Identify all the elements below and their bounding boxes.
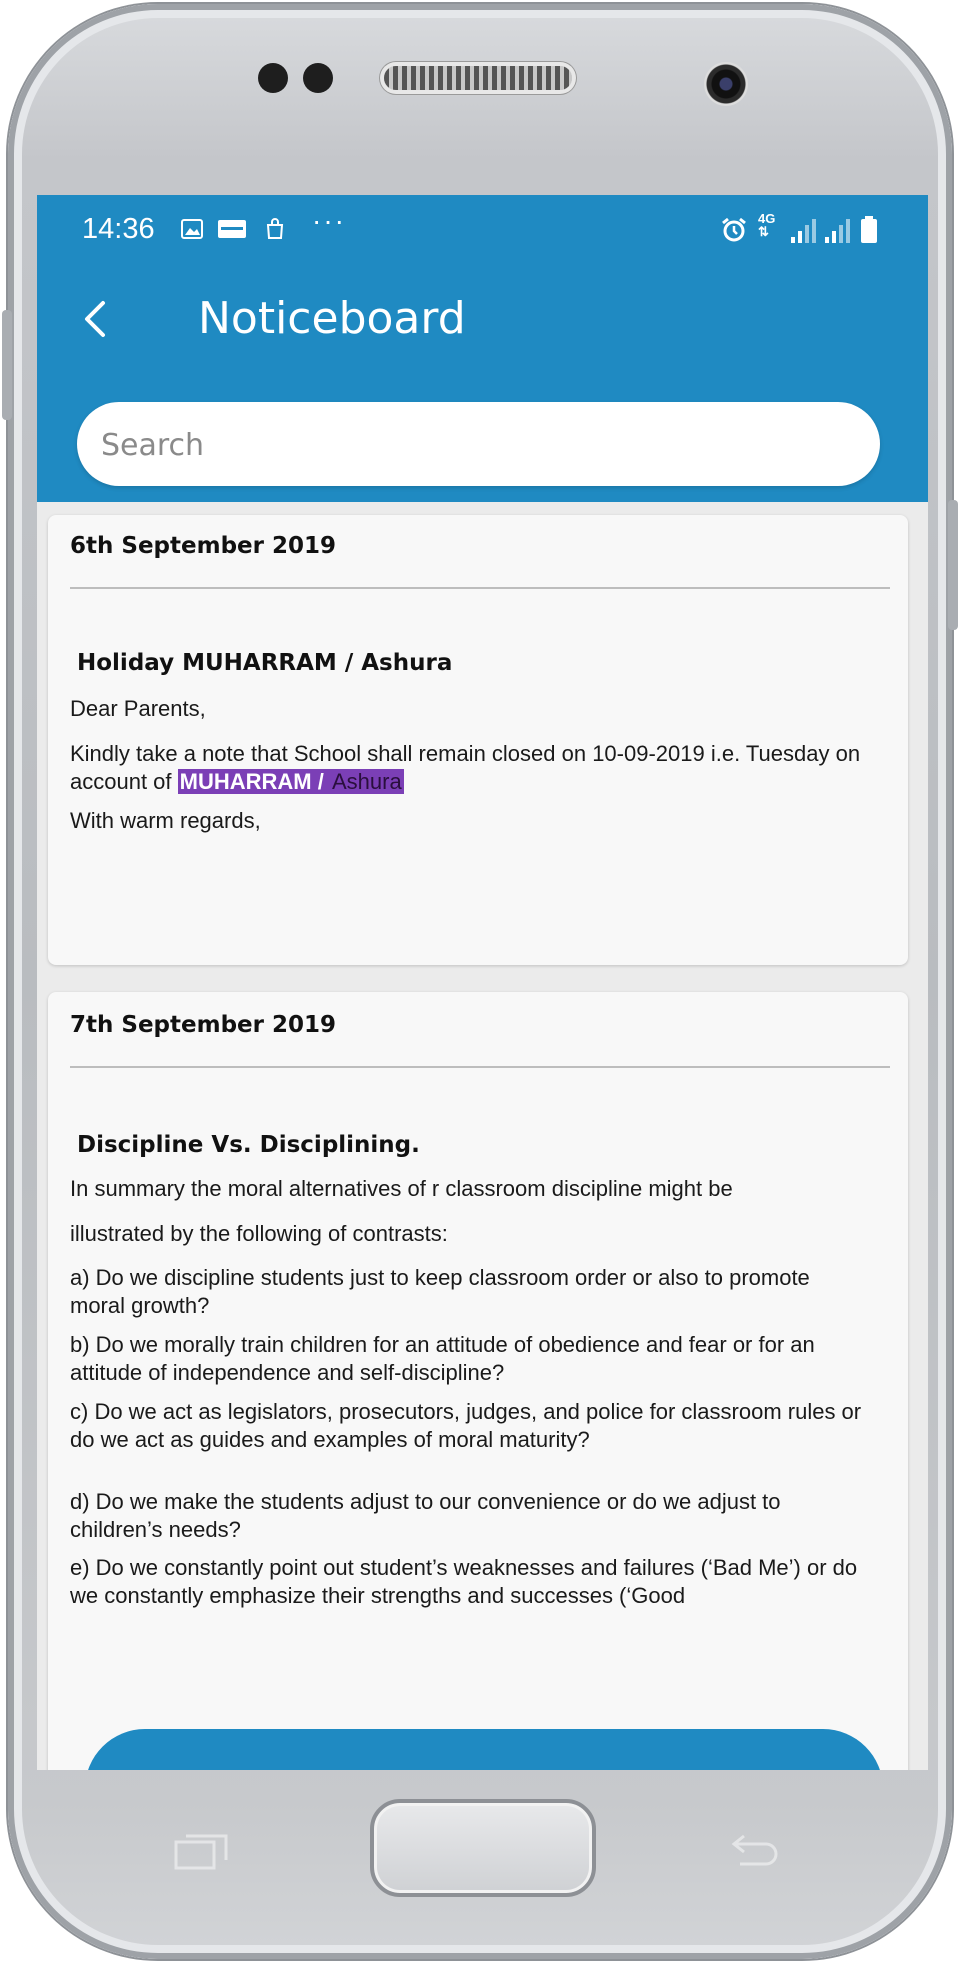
notice-body	[70, 740, 870, 796]
notice-card[interactable]	[48, 515, 908, 965]
notice-paragraph: c) Do we act as legislators, prosecutors, judges, and police for classroom rules or do we act as guides and examples of moral maturity?	[70, 1399, 862, 1452]
more-dots-icon: ···	[312, 205, 346, 236]
image-icon	[180, 217, 204, 241]
app-bar	[37, 195, 928, 502]
carrier-badge-icon	[217, 217, 247, 241]
notice-body-text: Kindly take a note that School shall remain closed on 10-09-2019 i.e. Tuesday on account of	[70, 741, 861, 794]
network-label: 4G	[758, 211, 776, 226]
notice-date: 7th September 2019	[70, 1012, 336, 1038]
notice-card[interactable]	[48, 992, 908, 1770]
notice-heading: Discipline Vs. Disciplining.	[77, 1132, 420, 1158]
notice-heading: Holiday MUHARRAM / Ashura	[77, 650, 453, 676]
recent-apps-icon[interactable]	[172, 1830, 232, 1872]
sensor-dot	[303, 63, 333, 93]
notice-paragraph: a) Do we discipline students just to keep classroom order or also to promote moral growth?	[70, 1265, 810, 1318]
divider	[70, 587, 890, 589]
notice-closing: With warm regards,	[70, 808, 261, 833]
home-button[interactable]	[370, 1799, 596, 1897]
highlighted-text: Ashura	[331, 769, 402, 794]
back-key-icon[interactable]	[722, 1830, 782, 1872]
notice-paragraph: b) Do we morally train children for an attitude of obedience and fear or for an attitude of independence and self-discipline?	[70, 1332, 815, 1385]
status-time: 14:36	[82, 213, 155, 245]
bag-icon	[263, 217, 287, 241]
chevron-left-icon[interactable]	[75, 297, 119, 341]
volume-button	[2, 310, 12, 420]
signal-icon	[823, 215, 851, 245]
alarm-icon	[719, 215, 749, 245]
status-bar	[37, 195, 928, 265]
phone-screen	[37, 195, 928, 1770]
notice-paragraph: d) Do we make the students adjust to our convenience or do we adjust to children’s needs?	[70, 1489, 781, 1542]
notice-paragraph: illustrated by the following of contrasts:	[70, 1221, 448, 1246]
notice-paragraph: In summary the moral alternatives of r classroom discipline might be	[70, 1176, 733, 1201]
bottom-action-bar[interactable]	[85, 1729, 883, 1770]
notice-paragraph: e) Do we constantly point out student’s weaknesses and failures (‘Bad Me’) or do we constantly emphasize their strengths and successes (‘Good	[70, 1555, 858, 1608]
search-bar[interactable]	[77, 402, 880, 486]
sensor-dot	[258, 63, 288, 93]
search-input[interactable]	[99, 420, 843, 470]
earpiece-speaker	[384, 66, 572, 90]
battery-icon	[859, 215, 879, 245]
notice-greeting: Dear Parents,	[70, 696, 206, 721]
divider	[70, 1066, 890, 1068]
power-button	[948, 500, 958, 630]
highlighted-text: MUHARRAM /	[179, 769, 330, 794]
signal-icon	[789, 215, 817, 245]
page-title: Noticeboard	[198, 293, 466, 344]
front-camera	[704, 62, 748, 106]
4g-icon: 4G ⇅	[758, 211, 776, 239]
notice-date: 6th September 2019	[70, 533, 336, 559]
